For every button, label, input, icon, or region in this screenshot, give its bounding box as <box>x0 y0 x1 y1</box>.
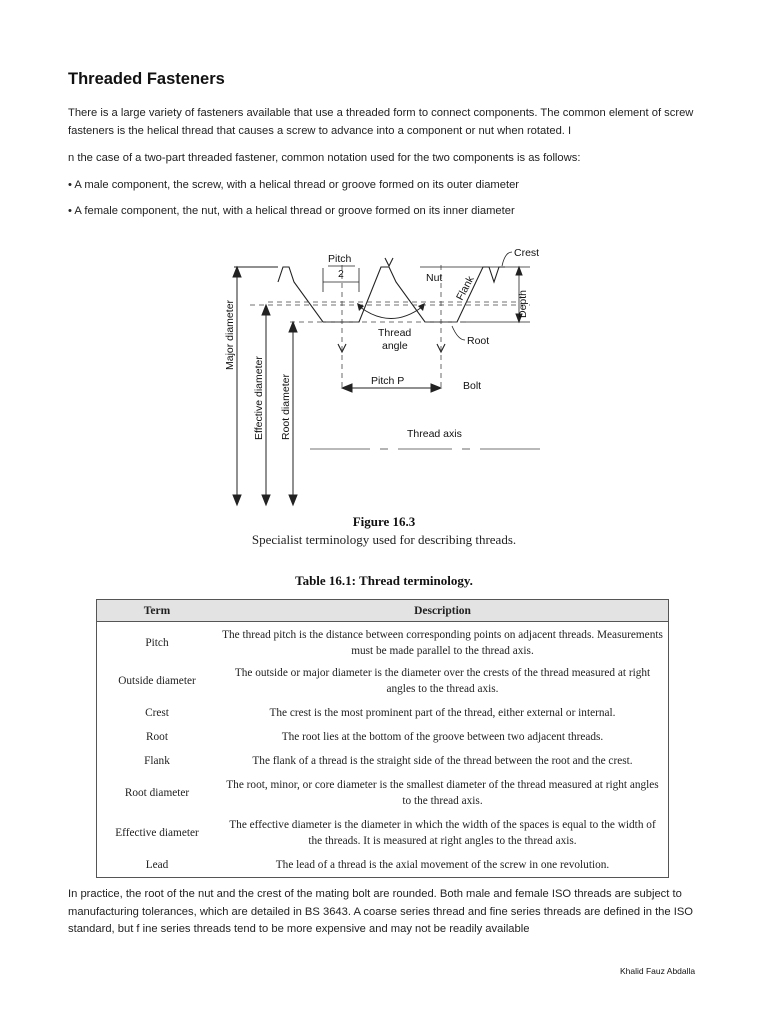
term-cell: Lead <box>145 858 169 871</box>
label-nut: Nut <box>426 272 443 284</box>
term-cell: Root diameter <box>124 786 190 799</box>
thread-profile <box>278 267 505 322</box>
term-cell: Outside diameter <box>118 674 196 687</box>
header-description: Description <box>217 600 669 622</box>
table-row <box>97 750 669 774</box>
label-major-diameter: Major diameter <box>224 299 236 370</box>
table-title: Table 16.1: Thread terminology. <box>295 573 473 588</box>
description-cell: The lead of a thread is the axial movement of the screw in one revolution. <box>275 858 610 871</box>
table-row <box>97 622 669 662</box>
table-header-row <box>97 600 669 622</box>
label-pitch-p: Pitch P <box>371 375 405 387</box>
label-root: Root <box>467 335 490 347</box>
table-row <box>97 814 669 854</box>
author-footer: Khalid Fauz Abdalla <box>620 966 696 976</box>
header-term: Term <box>97 600 218 622</box>
bullet-female-component: • A female component, the nut, with a helical thread or groove formed on its inner diameter <box>68 205 515 217</box>
label-flank: Flank <box>454 274 477 303</box>
bullet-male-component: • A male component, the screw, with a helical thread or groove formed on its outer diameter <box>68 179 520 191</box>
label-root-diameter: Root diameter <box>280 374 292 440</box>
description-cell: The crest is the most prominent part of the thread, either external or internal. <box>269 706 616 719</box>
page-title: Threaded Fasteners <box>68 70 225 88</box>
intro-paragraph: There is a large variety of fasteners available that use a threaded form to connect components. The common element of screw fasteners is the helical thread that causes a screw to advance into a component or nut when rotated. I <box>68 107 694 137</box>
label-thread-axis: Thread axis <box>407 428 462 440</box>
figure-caption-title: Figure 16.3 <box>352 514 416 529</box>
term-cell: Crest <box>145 706 169 719</box>
description-cell: The outside or major diameter is the diameter over the crests of the thread measured at right angles to the thread axis. <box>234 667 651 695</box>
label-bolt: Bolt <box>463 380 482 392</box>
description-cell: The thread pitch is the distance between corresponding points on adjacent threads. Measurements must be made parallel to the thread axis. <box>222 629 663 657</box>
table-row <box>97 774 669 814</box>
label-effective-diameter: Effective diameter <box>253 356 265 440</box>
label-depth: Depth <box>517 289 529 318</box>
thread-terminology-table <box>96 599 669 878</box>
table-row <box>97 662 669 702</box>
description-cell: The root lies at the bottom of the groove between two adjacent threads. <box>281 730 604 743</box>
label-thread-angle-1: Thread <box>378 327 412 339</box>
term-cell: Effective diameter <box>115 826 199 839</box>
label-pitch: Pitch <box>328 253 352 265</box>
table-row <box>97 854 669 878</box>
closing-paragraph: In practice, the root of the nut and the crest of the mating bolt are rounded. Both male and female ISO threads are subject to manufacturing tolerances, which are detailed in BS 3643. A coarse series thread and fine series threads are defined in the ISO standard, but f ine series threads tend to be more expensive and may not be readily available <box>68 888 694 935</box>
description-cell: The root, minor, or core diameter is the smallest diameter of the thread measured at right angles to the thread axis. <box>226 779 659 807</box>
term-cell: Root <box>146 730 168 743</box>
table-row <box>97 726 669 750</box>
notation-paragraph: n the case of a two-part threaded fastener, common notation used for the two components is as follows: <box>68 152 581 164</box>
table-row <box>97 702 669 726</box>
label-pitch-half: 2 <box>338 268 344 280</box>
description-cell: The flank of a thread is the straight side of the thread between the root and the crest. <box>252 754 633 767</box>
term-cell: Pitch <box>145 637 169 649</box>
label-crest: Crest <box>514 247 540 259</box>
description-cell: The effective diameter is the diameter in which the width of the spaces is equal to the width of the threads. It is measured at right angles to the thread axis. <box>229 819 656 847</box>
figure-caption-text: Specialist terminology used for describing threads. <box>251 532 517 547</box>
label-thread-angle-2: angle <box>382 340 408 352</box>
term-cell: Flank <box>144 754 170 767</box>
